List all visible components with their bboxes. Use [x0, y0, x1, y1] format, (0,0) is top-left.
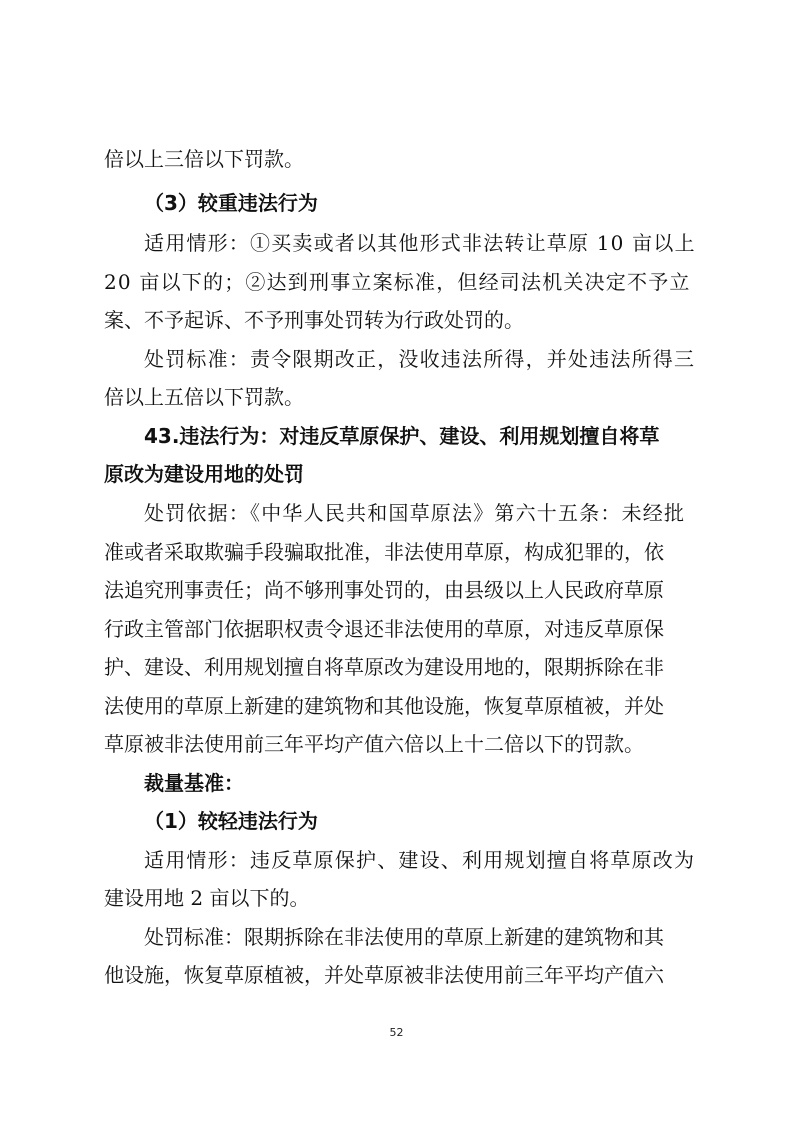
section-heading: 原改为建设用地的处罚 [104, 462, 304, 486]
text-line: 护、建设、利用规划擅自将草原改为建设用地的，限期拆除在非 [104, 655, 664, 679]
text-line: 适用情形：违反草原保护、建设、利用规划擅自将草原改为 [144, 848, 696, 872]
text-line: 倍以上三倍以下罚款。 [104, 147, 304, 171]
text-line: 处罚依据：《中华人民共和国草原法》第六十五条：未经批 [144, 501, 686, 525]
text-line: 草原被非法使用前三年平均产值六倍以上十二倍以下的罚款。 [104, 732, 644, 756]
text-line: 建设用地 2 亩以下的。 [104, 886, 310, 910]
subsection-heading: 裁量基准： [144, 771, 244, 795]
subsection-heading: （3）较重违法行为 [144, 191, 318, 215]
text-line: 法追究刑事责任；尚不够刑事处罚的，由县级以上人民政府草原 [104, 578, 664, 602]
subsection-heading: （1）较轻违法行为 [144, 809, 318, 833]
text-line: 适用情形：①买卖或者以其他形式非法转让草原 10 亩以上 [144, 231, 696, 255]
text-line: 倍以上五倍以下罚款。 [104, 385, 304, 409]
text-line: 处罚标准：限期拆除在非法使用的草原上新建的建筑物和其 [144, 925, 664, 949]
text-line: 法使用的草原上新建的建筑物和其他设施，恢复草原植被，并处 [104, 694, 664, 718]
text-line: 行政主管部门依据职权责令退还非法使用的草原，对违反草原保 [104, 617, 664, 641]
page-number: 52 [389, 1026, 404, 1039]
text-line: 准或者采取欺骗手段骗取批准，非法使用草原，构成犯罪的，依 [104, 540, 664, 564]
text-line: 20 亩以下的；②达到刑事立案标准，但经司法机关决定不予立 [104, 270, 691, 294]
section-heading: 43.违法行为：对违反草原保护、建设、利用规划擅自将草 [144, 424, 660, 448]
text-line: 处罚标准：责令限期改正，没收违法所得，并处违法所得三 [144, 347, 696, 371]
text-line: 案、不予起诉、不予刑事处罚转为行政处罚的。 [104, 308, 524, 332]
text-line: 他设施，恢复草原植被，并处草原被非法使用前三年平均产值六 [104, 963, 664, 987]
